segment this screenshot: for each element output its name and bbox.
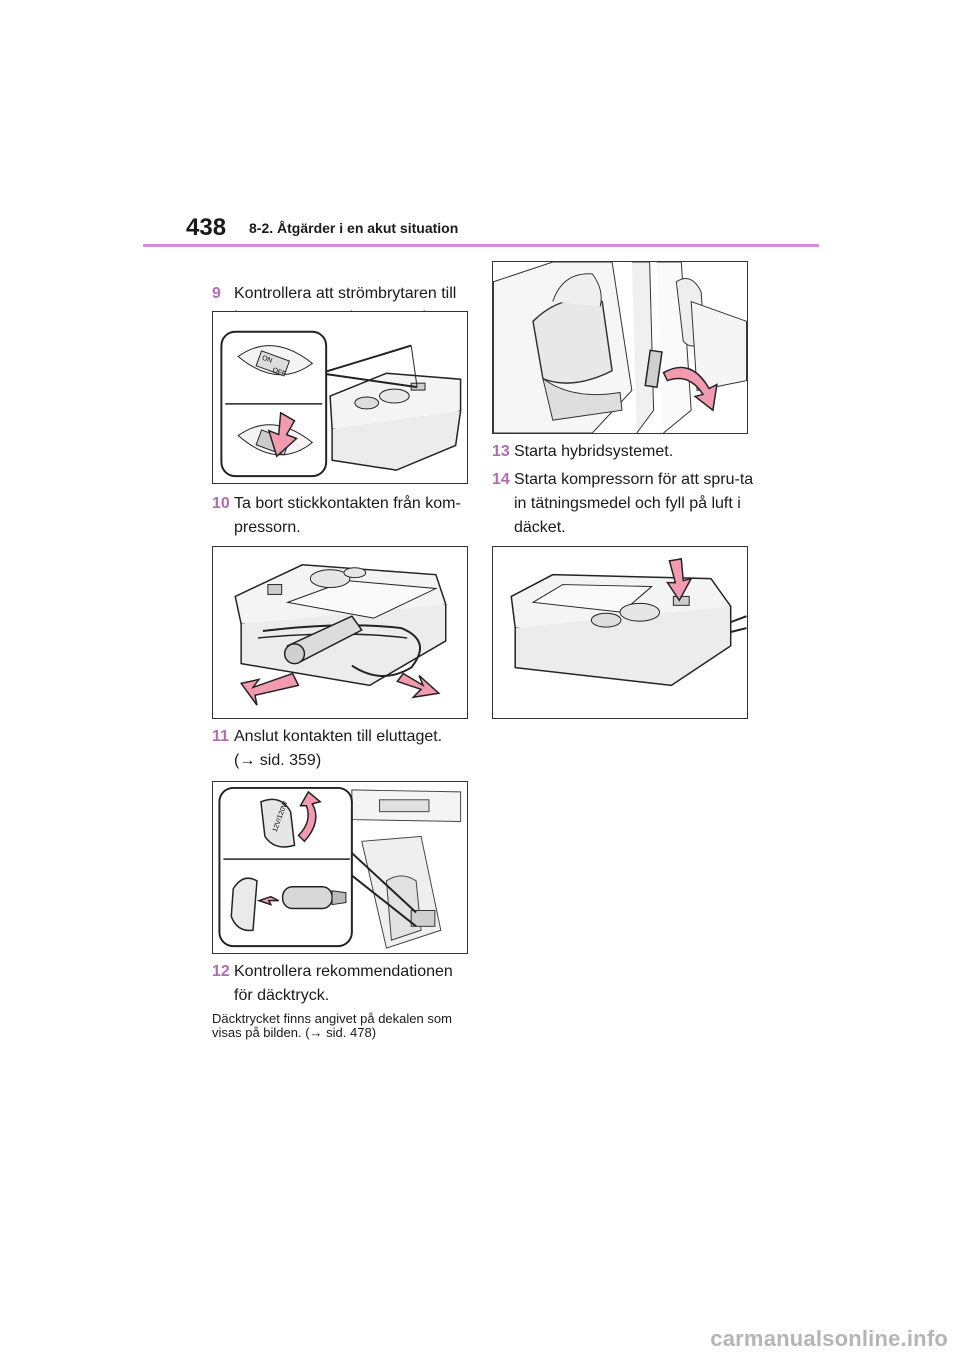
switch-on-label: ON xyxy=(260,354,274,365)
left-arrow-icon xyxy=(241,674,298,706)
header-rule xyxy=(143,244,819,247)
step-10 xyxy=(212,492,474,540)
step-text: Starta kompressorn för att spru-ta in tätningsmedel och fyll på luft i däcket. xyxy=(514,471,754,536)
figure-power-outlet xyxy=(212,781,468,954)
figure-start-compressor xyxy=(492,546,748,719)
step-text: Starta hybridsystemet. xyxy=(514,443,674,460)
figure-tire-pressure-decal xyxy=(492,261,748,434)
figure-compressor-switch xyxy=(212,311,468,484)
step-number: 13 xyxy=(492,443,510,460)
step-11 xyxy=(212,725,474,773)
step-text: Anslut kontakten till eluttaget. xyxy=(234,728,443,745)
watermark: carmanualsonline.info xyxy=(710,1326,948,1351)
step-12 xyxy=(212,960,474,1008)
note-text: Däcktrycket finns angivet på dekalen som visas på bilden. (→ sid. 478) xyxy=(212,1011,452,1040)
right-arrow-icon xyxy=(397,674,439,698)
page-number: 438 xyxy=(186,214,227,241)
switch-off-label: OFF xyxy=(271,366,287,379)
step-13 xyxy=(492,440,754,464)
socket-label: 12V/120W xyxy=(271,800,290,834)
step-number: 9 xyxy=(212,285,221,302)
section-title: 8-2. Åtgärder i en akut situation xyxy=(249,220,459,236)
step-number: 14 xyxy=(492,471,510,488)
step-text: Kontrollera rekommendationen för däcktryck. xyxy=(234,963,453,1004)
step-number: 12 xyxy=(212,963,230,980)
step-number: 10 xyxy=(212,495,230,512)
step-text: Ta bort stickkontakten från kom-pressorn. xyxy=(234,495,461,536)
figure-remove-plug xyxy=(212,546,468,719)
step-reference: (→ sid. 359) xyxy=(234,752,322,769)
step-text: Kontrollera att strömbrytaren till xyxy=(234,285,457,302)
step-14 xyxy=(492,468,754,540)
step-number: 11 xyxy=(212,728,229,745)
